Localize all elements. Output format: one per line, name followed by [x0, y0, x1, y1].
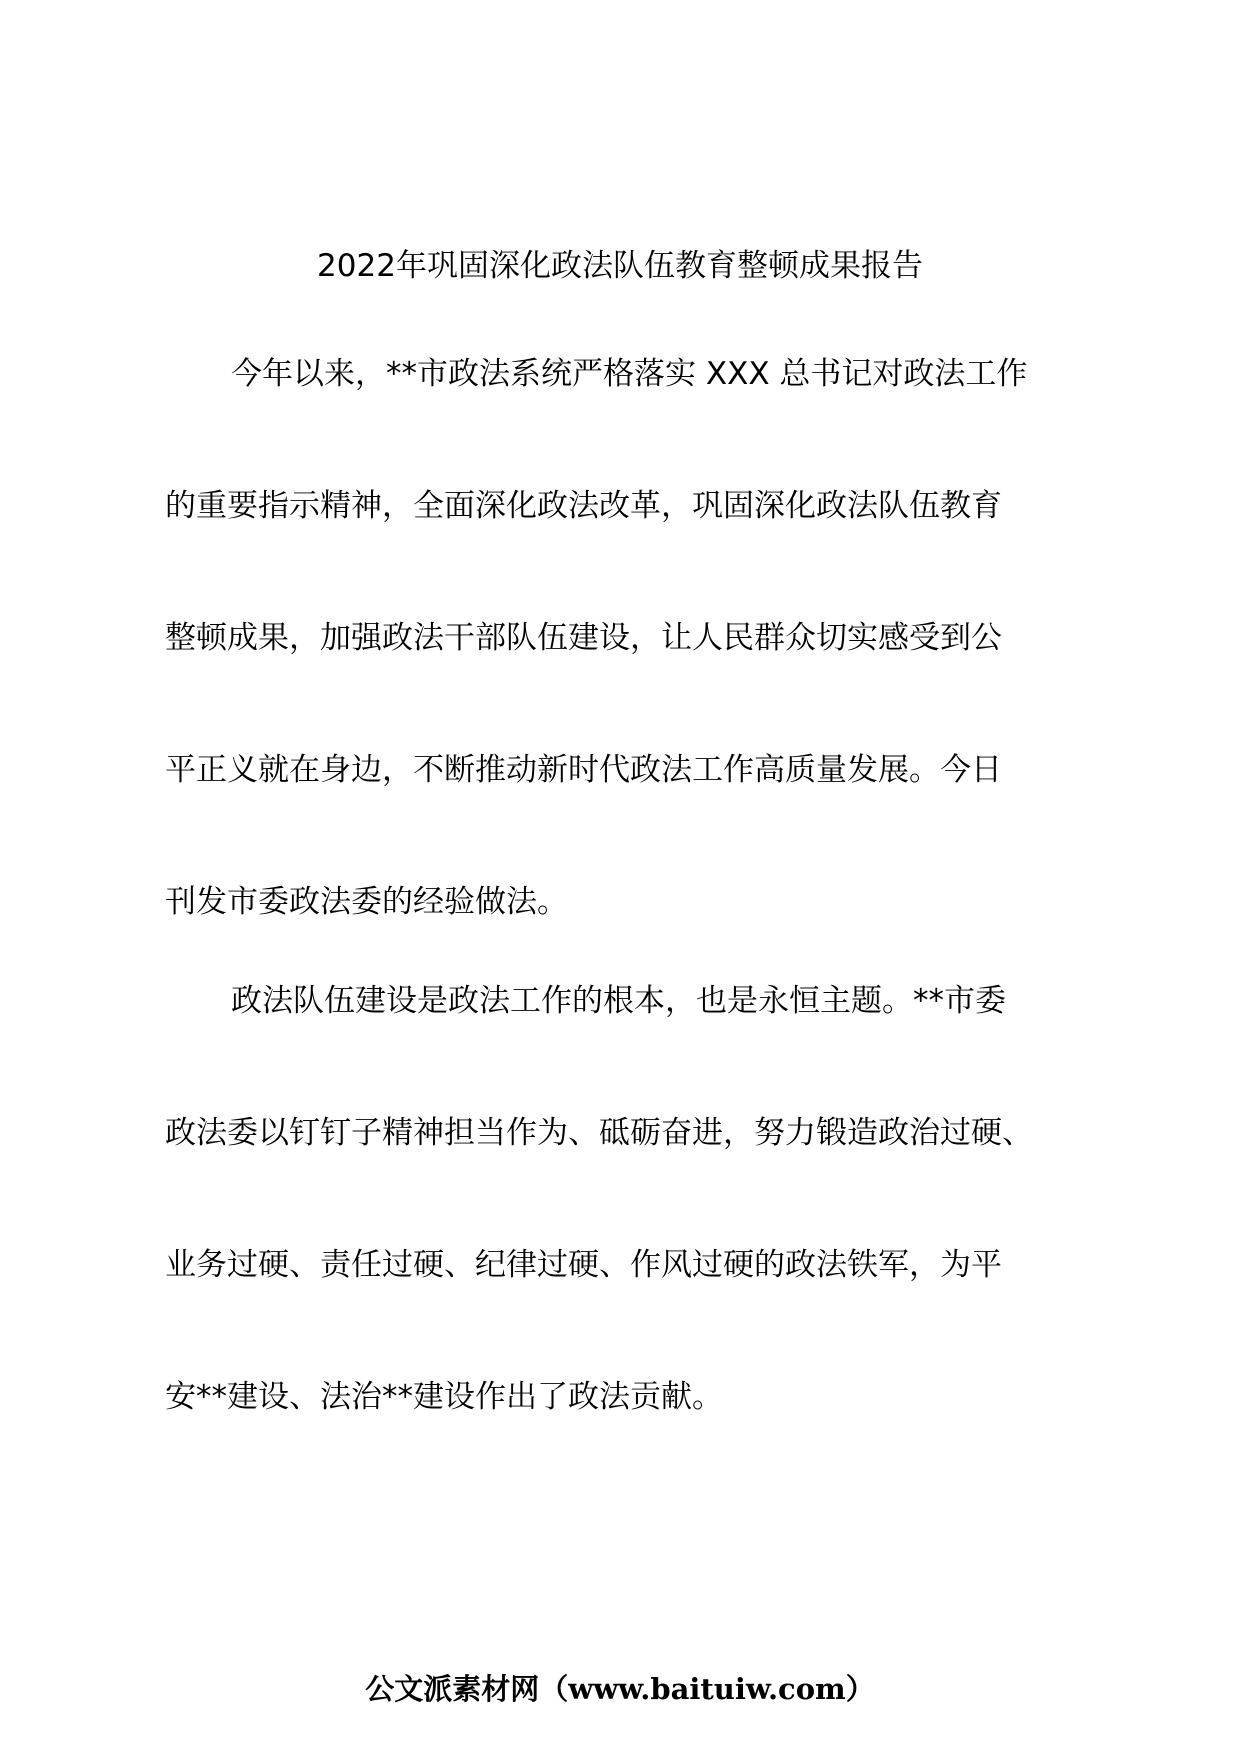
watermark-footer: 公文派素材网（www.baituiw.com）: [365, 1672, 875, 1706]
paragraph-line: 刊发市委政法委的经验做法。: [165, 884, 568, 920]
paragraph-line: 整顿成果，加强政法干部队伍建设，让人民群众切实感受到公: [165, 620, 1002, 656]
paragraph-line: 业务过硬、责任过硬、纪律过硬、作风过硬的政法铁军，为平: [165, 1247, 1002, 1283]
paragraph-line: 安**建设、法治**建设作出了政法贡献。: [165, 1379, 723, 1415]
paragraph-line: 平正义就在身边，不断推动新时代政法工作高质量发展。今日: [165, 752, 1002, 788]
document-title: 2022年巩固深化政法队伍教育整顿成果报告: [317, 248, 923, 284]
paragraph-line: 政法委以钉钉子精神担当作为、砥砺奋进，努力锻造政治过硬、: [165, 1115, 1033, 1151]
paragraph-line: 政法队伍建设是政法工作的根本，也是永恒主题。**市委: [231, 983, 1006, 1019]
paragraph-line: 今年以来，**市政法系统严格落实 XXX 总书记对政法工作: [231, 356, 1028, 392]
paragraph-line: 的重要指示精神，全面深化政法改革，巩固深化政法队伍教育: [165, 488, 1002, 524]
